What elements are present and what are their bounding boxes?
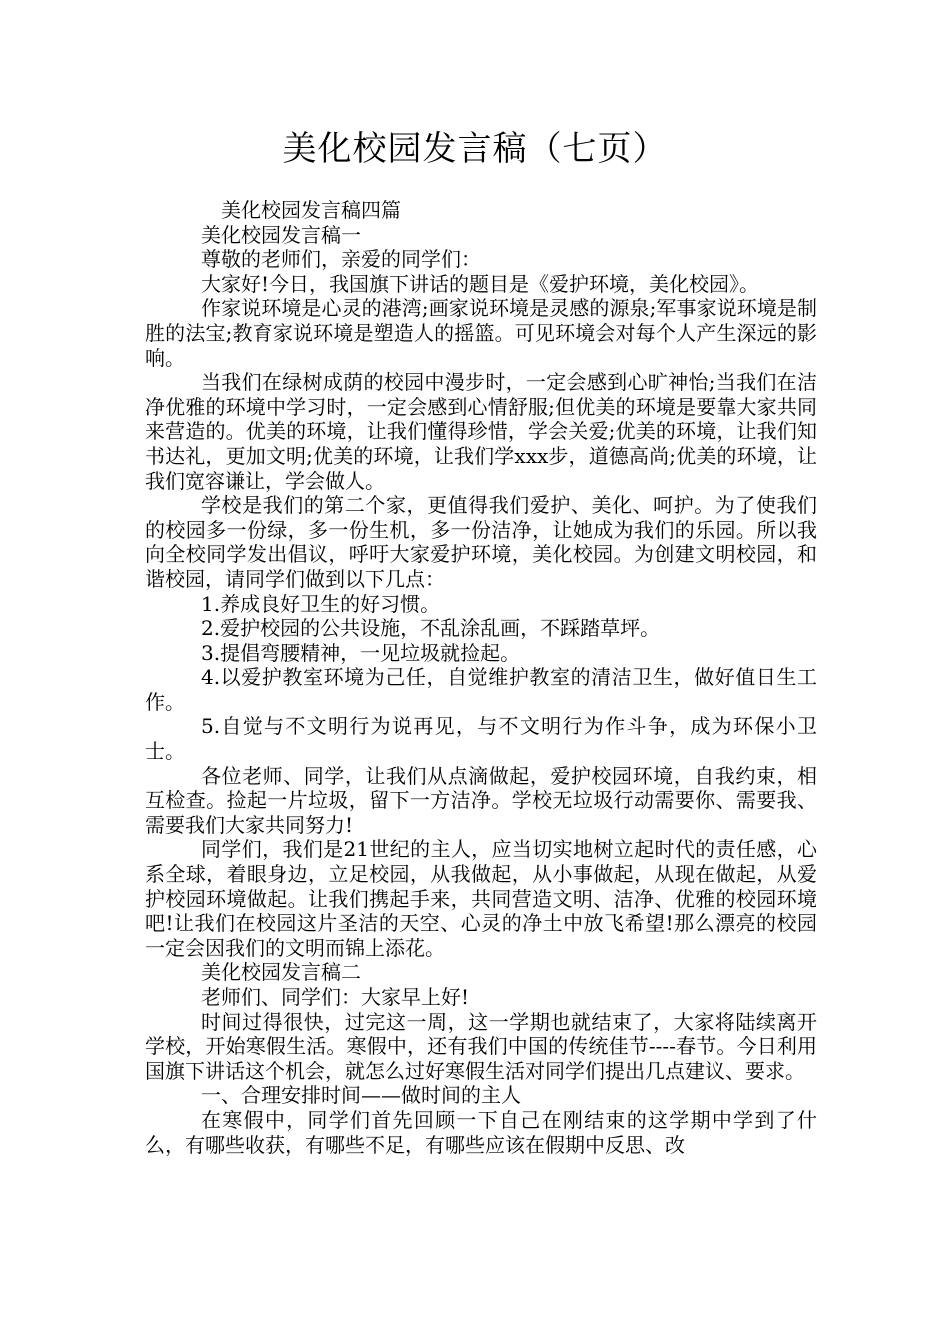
paragraph-section-heading: 美化校园发言稿二 — [201, 960, 361, 985]
list-item: 3.提倡弯腰精神，一见垃圾就捡起。 — [201, 640, 521, 665]
list-item: 1.养成良好卫生的好习惯。 — [201, 591, 441, 616]
paragraph: 在寒假中，同学们首先回顾一下自己在刚结束的这学期中学到了什么，有哪些收获，有哪些不足，有哪些应该在假期中反思、改 — [145, 1107, 817, 1157]
paragraph: 时间过得很快，过完这一周，这一学期也就结束了，大家将陆续离开学校，开始寒假生活。寒假中，还有我们中国的传统佳节----春节。今日利用国旗下讲话这个机会，就怎么过好寒假生活对同学们提出几点建议、要求。 — [145, 1009, 817, 1083]
paragraph: 同学们，我们是21世纪的主人，应当切实地树立起时代的责任感，心系全球，着眼身边，立足校园，从我做起，从小事做起，从现在做起，从爱护校园环境做起。让我们携起手来，共同营造文明、洁净、优雅的校园环境吧!让我们在校园这片圣洁的天空、心灵的净土中放飞希望!那么漂亮的校园一定会因我们的文明而锦上添花。 — [145, 837, 817, 960]
paragraph-salutation: 老师们、同学们：大家早上好! — [201, 985, 470, 1009]
paragraph: 学校是我们的第二个家，更值得我们爱护、美化、呵护。为了使我们的校园多一份绿，多一份生机，多一份洁净，让她成为我们的乐园。所以我向全校同学发出倡议，呼吁大家爱护环境，美化校园。为创建文明校园，和谐校园，请同学们做到以下几点： — [145, 493, 817, 591]
paragraph-subtitle: 美化校园发言稿四篇 — [221, 198, 401, 222]
document-title: 美化校园发言稿（七页） — [282, 129, 668, 169]
list-item: 4.以爱护教室环境为己任，自觉维护教室的清洁卫生，做好值日生工作。 — [145, 665, 817, 714]
paragraph: 作家说环境是心灵的港湾;画家说环境是灵感的源泉;军事家说环境是制胜的法宝;教育家说环境是塑造人的摇篮。可见环境会对每个人产生深远的影响。 — [145, 296, 817, 370]
paragraph-subheading: 一、合理安排时间——做时间的主人 — [201, 1083, 521, 1108]
list-item: 2.爱护校园的公共设施，不乱涂乱画，不踩踏草坪。 — [201, 616, 661, 641]
document-body — [145, 198, 817, 1157]
paragraph-salutation: 尊敬的老师们，亲爱的同学们： — [201, 247, 481, 272]
paragraph: 各位老师、同学，让我们从点滴做起，爱护校园环境，自我约束，相互检查。捡起一片垃圾，留下一方洁净。学校无垃圾行动需要你、需要我、需要我们大家共同努力! — [145, 763, 817, 837]
paragraph: 当我们在绿树成荫的校园中漫步时，一定会感到心旷神怡;当我们在洁净优雅的环境中学习时，一定会感到心情舒服;但优美的环境是要靠大家共同来营造的。优美的环境，让我们懂得珍惜，学会关爱;优美的环境，让我们知书达礼，更加文明;优美的环境，让我们学xxx步，道德高尚;优美的环境，让我们宽容谦让，学会做人。 — [145, 370, 817, 493]
paragraph-section-heading: 美化校园发言稿一 — [201, 222, 361, 247]
paragraph: 大家好!今日，我国旗下讲话的题目是《爱护环境，美化校园》。 — [201, 271, 760, 296]
list-item: 5.自觉与不文明行为说再见，与不文明行为作斗争，成为环保小卫士。 — [145, 714, 817, 764]
